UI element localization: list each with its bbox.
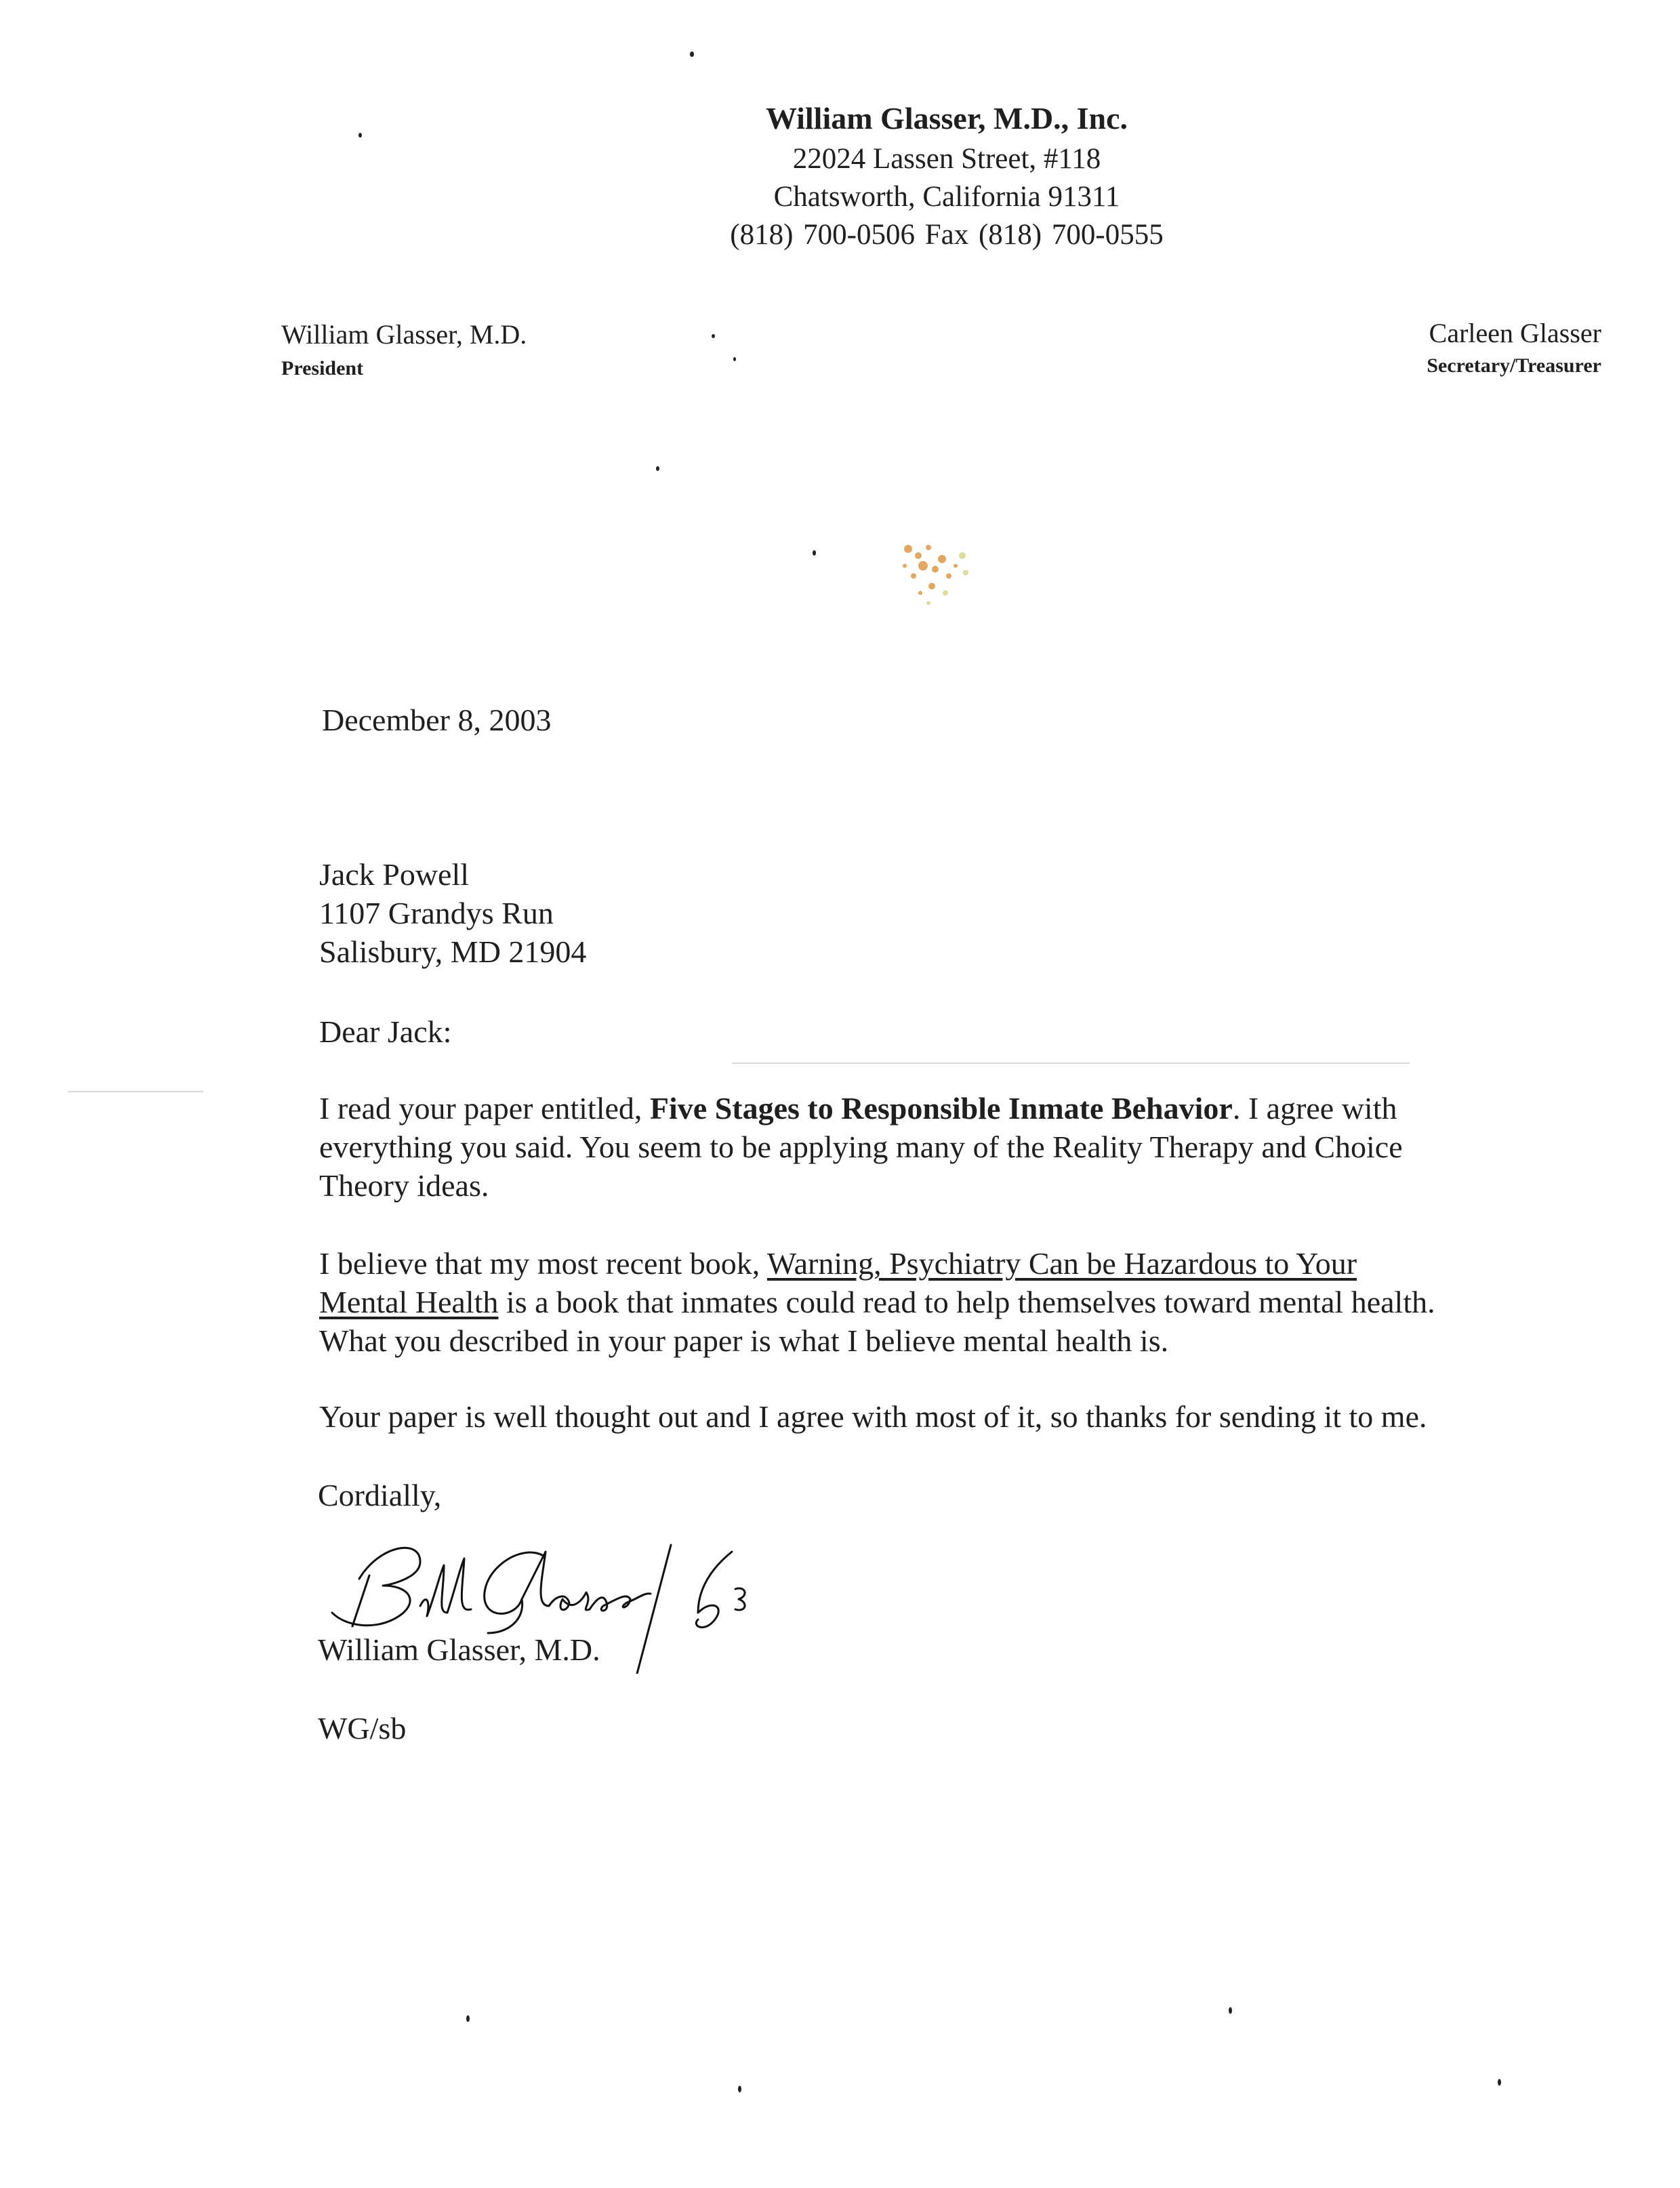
recipient-city: Salisbury, MD 21904 (319, 934, 587, 969)
recipient-address (319, 855, 586, 971)
salutation: Dear Jack: (319, 1014, 452, 1049)
paragraph-1-line-1 (319, 1089, 1586, 1128)
paragraph-2-line-2 (319, 1283, 1586, 1321)
ink-stain-mark (881, 529, 989, 630)
speck (466, 2015, 470, 2022)
faint-line (732, 1062, 1410, 1064)
speck (690, 51, 694, 57)
paper-title: Five Stages to Responsible Inmate Behavior (649, 1091, 1233, 1126)
officer-president (281, 318, 527, 380)
speck (656, 466, 659, 471)
typist-initials: WG/sb (318, 1711, 407, 1746)
officer-president-title: President (281, 357, 364, 379)
paragraph-2-line-3: What you described in your paper is what I believe mental health is. (319, 1323, 1169, 1358)
speck (733, 357, 736, 361)
officer-president-name: William Glasser, M.D. (281, 319, 527, 350)
paragraph-1-line-3: Theory ideas. (319, 1168, 489, 1203)
paragraph-2 (319, 1244, 1586, 1360)
letterhead-phone-fax: (818) 700-0506 Fax (818) 700-0555 (730, 219, 1164, 251)
speck (1229, 2007, 1232, 2014)
speck (1498, 2079, 1501, 2086)
book-title-part-2: Mental Health (319, 1285, 499, 1319)
paragraph-1-line-2: everything you said. You seem to be applying many of the Reality Therapy and Choice (319, 1130, 1403, 1164)
letterhead-city: Chatsworth, California 91311 (773, 181, 1120, 213)
book-title-part-1: Warning, Psychiatry Can be Hazardous to Your (766, 1246, 1357, 1281)
p1-text: I read your paper entitled, (319, 1091, 650, 1126)
letterhead-street: 22024 Lassen Street, #118 (792, 143, 1101, 175)
recipient-name: Jack Powell (319, 857, 470, 892)
letterhead-company: William Glasser, M.D., Inc. (765, 101, 1128, 136)
p1-text-post: . I agree with (1232, 1091, 1397, 1126)
recipient-street: 1107 Grandys Run (319, 896, 554, 930)
p2-text-post: is a book that inmates could read to help themselves toward mental health. (498, 1285, 1435, 1319)
paragraph-1 (319, 1089, 1586, 1205)
p2-text: I believe that my most recent book, (319, 1246, 767, 1281)
speck (712, 334, 715, 338)
officer-secretary-name: Carleen Glasser (1429, 318, 1601, 348)
closing: Cordially, (318, 1478, 442, 1512)
paragraph-2-line-1 (319, 1244, 1586, 1283)
paragraph-3: Your paper is well thought out and I agree with most of it, so thanks for sending it to me. (319, 1399, 1427, 1434)
speck (738, 2086, 741, 2092)
speck (358, 133, 362, 138)
faint-line (68, 1091, 203, 1092)
officer-secretary-title: Secretary/Treasurer (1427, 354, 1601, 377)
signature-name: William Glasser, M.D. (318, 1632, 600, 1667)
speck (813, 550, 816, 556)
officer-secretary (1427, 317, 1601, 377)
letter-date: December 8, 2003 (322, 703, 552, 737)
